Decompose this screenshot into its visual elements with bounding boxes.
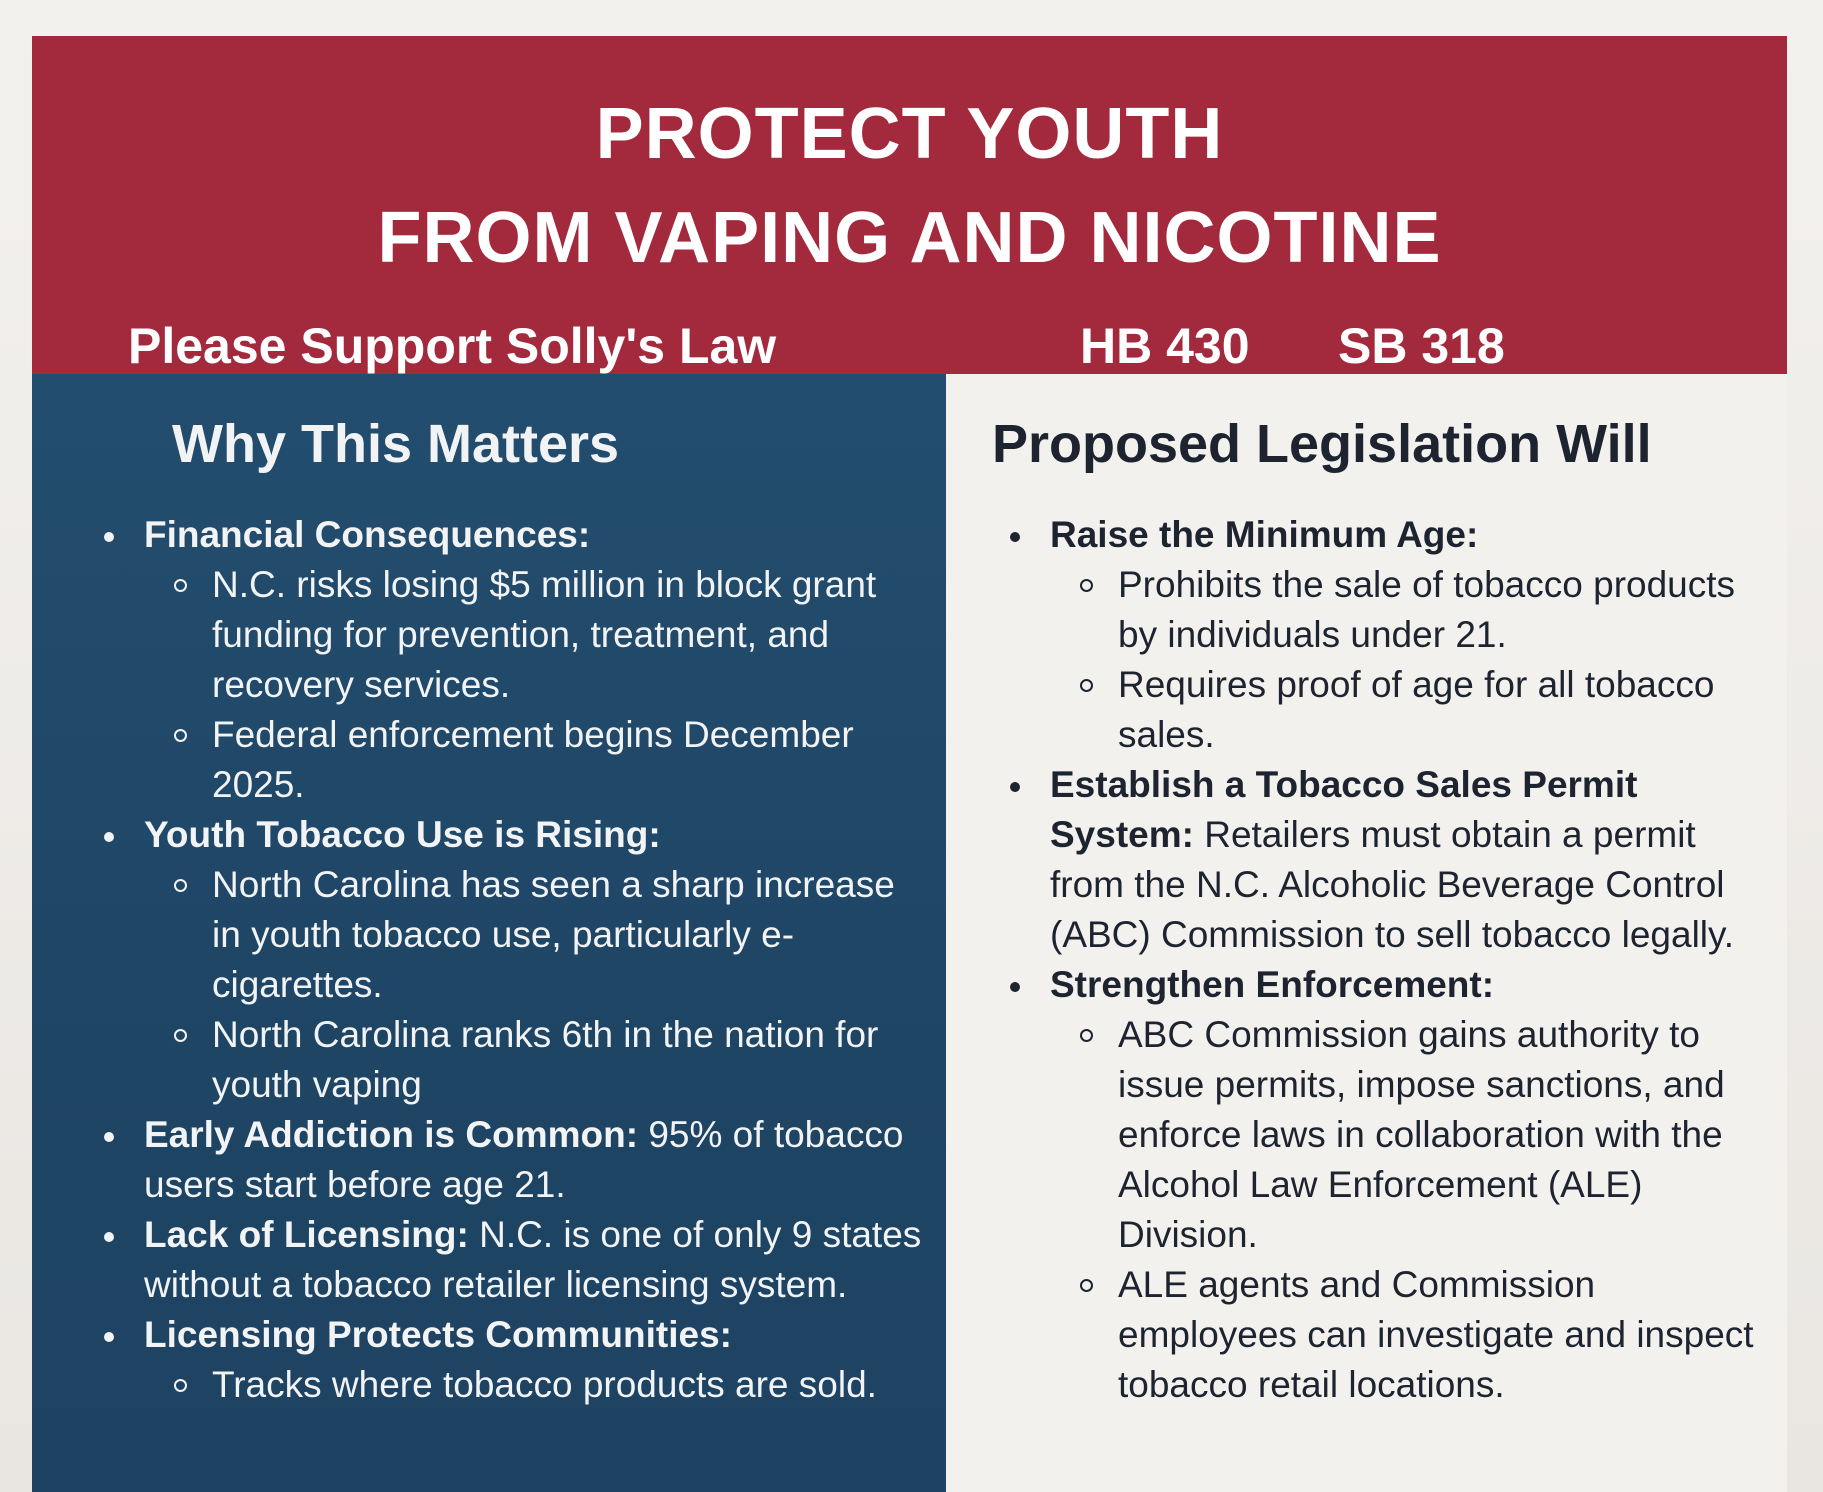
bullet-item xyxy=(92,1210,922,1310)
sub-bullet-item: Federal enforcement begins December 2025. xyxy=(144,710,922,810)
sub-bullet-item: Requires proof of age for all tobacco sales. xyxy=(1050,660,1778,760)
left-bullet-list xyxy=(92,510,922,1410)
title-line-1: PROTECT YOUTH xyxy=(595,94,1224,174)
sub-bullet-list xyxy=(144,560,922,810)
bullet-label: Financial Consequences: xyxy=(144,514,591,555)
bullet-item xyxy=(998,960,1778,1410)
bullet-item xyxy=(998,510,1778,760)
senate-bill-number: SB 318 xyxy=(1338,318,1505,374)
bullet-label: Raise the Minimum Age: xyxy=(1050,514,1479,555)
bullet-item xyxy=(92,810,922,1110)
sub-bullet-item: Prohibits the sale of tobacco products by individuals under 21. xyxy=(1050,560,1778,660)
bullet-label: Lack of Licensing: xyxy=(144,1214,469,1255)
bullet-text: N.C. is one of only 9 states without a tobacco retailer licensing system. xyxy=(144,1214,922,1305)
bullet-label: Youth Tobacco Use is Rising: xyxy=(144,814,661,855)
bullet-item xyxy=(92,1310,922,1410)
left-heading: Why This Matters xyxy=(172,414,620,474)
title-line-2: FROM VAPING AND NICOTINE xyxy=(377,198,1442,278)
house-bill-number: HB 430 xyxy=(1080,318,1250,374)
bullet-label: Early Addiction is Common: xyxy=(144,1114,639,1155)
sub-bullet-list xyxy=(1050,1010,1778,1410)
bullet-label: Licensing Protects Communities: xyxy=(144,1314,732,1355)
bullet-label: Strengthen Enforcement: xyxy=(1050,964,1495,1005)
why-this-matters-panel xyxy=(32,374,946,1492)
header-banner xyxy=(32,36,1787,374)
support-text: Please Support Solly's Law xyxy=(128,318,777,374)
bullet-item xyxy=(92,1110,922,1210)
bullet-label: Establish a Tobacco Sales Permit System: xyxy=(1050,764,1638,855)
proposed-legislation-panel xyxy=(946,374,1787,1492)
sub-bullet-item: North Carolina has seen a sharp increase in youth tobacco use, particularly e-cigarettes. xyxy=(144,860,922,1010)
right-heading: Proposed Legislation Will xyxy=(992,414,1652,474)
bullet-item xyxy=(998,760,1778,960)
bullet-item xyxy=(92,510,922,810)
sub-bullet-item: ABC Commission gains authority to issue permits, impose sanctions, and enforce laws in collaboration with the Alcohol Law Enforcement (ALE) Division. xyxy=(1050,1010,1778,1260)
sub-bullet-list xyxy=(144,860,922,1110)
sub-bullet-item: North Carolina ranks 6th in the nation for youth vaping xyxy=(144,1010,922,1110)
bullet-text: 95% of tobacco users start before age 21. xyxy=(144,1114,904,1205)
bullet-text: Retailers must obtain a permit from the N.C. Alcoholic Beverage Control (ABC) Commission to sell tobacco legally. xyxy=(1050,814,1735,955)
sub-bullet-item: N.C. risks losing $5 million in block grant funding for prevention, treatment, and recovery services. xyxy=(144,560,922,710)
sub-bullet-item: ALE agents and Commission employees can investigate and inspect tobacco retail locations. xyxy=(1050,1260,1778,1410)
sub-bullet-item: Tracks where tobacco products are sold. xyxy=(144,1360,922,1410)
sub-bullet-list xyxy=(144,1360,922,1410)
right-bullet-list xyxy=(998,510,1778,1410)
sub-bullet-list xyxy=(1050,560,1778,760)
